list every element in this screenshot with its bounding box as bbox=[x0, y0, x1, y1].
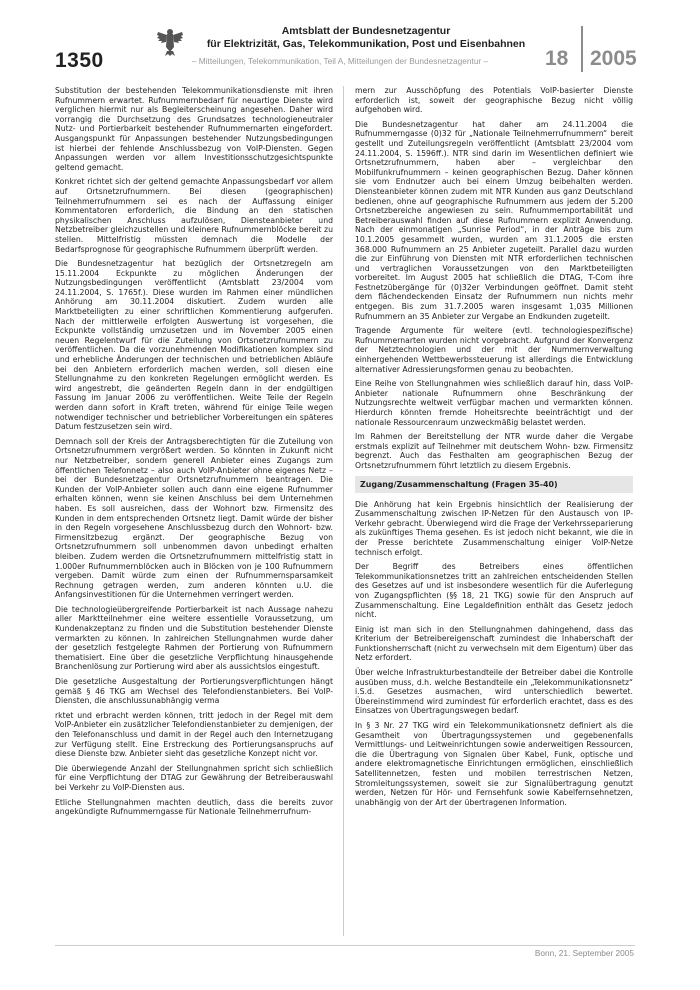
paragraph: Die Anhörung hat kein Ergebnis hinsichtlich der Realisierung der Zusammenschaltung zwischen IP-Netzen für den Austausch von IP-Verkehr gebracht. Überwiegend wird die Frage der Verkehrsseparierung als zukünftiges Thema gesehen. Es ist jedoch nicht bekannt, wie die in der Presse berichtete Zusammenschaltung einiger VoIP-Netze technisch erfolgt. bbox=[355, 499, 633, 557]
issue-divider bbox=[581, 26, 583, 72]
paragraph: Demnach soll der Kreis der Antragsberechtigten für die Zuteilung von Ortsnetzrufnummern vergrößert werden. So könnten in Zukunft nicht nur Netzbetreiber, sondern generell Anbieter eines Zugangs zum öffentlichen Telefonnetz – also auch VoIP-Anbieter ohne eigenes Netz – bei der Bundesnetzagentur Ortsnetzrufnummern beantragen. Die Kunden der VoIP-Anbieter sollen auch dann eine eigene Rufnummer erhalten können, wenn sie keinen Anschluss bei dem Unternehmen haben. Es soll ausreichen, dass der Wohnort bzw. Firmensitz des Kunden in dem entsprechenden Ortsnetz liegt. Damit würde der bisher in den Regeln vorgesehene Anschlussbezug durch den Wohnort- bzw. Firmensitzbezug ergänzt. Der geographische Bezug von Ortsnetzrufnummern soll unbenommen davon unbedingt erhalten bleiben. Zudem werden die Ortsnetzrufnummern mittelfristig statt in 1.000er Rufnummernblöcken auch in Blöcken von je 100 Rufnummern vergeben. Damit würde zum einen der Rufnummernsparsamkeit Rechnung getragen werden, zum anderen könnten u.U. die Anfangsinvestitionen für die Unternehmen verringert werden. bbox=[55, 436, 333, 600]
left-column bbox=[55, 86, 333, 822]
paragraph: Substitution der bestehenden Telekommunikationsdienste mit ihren Rufnummern erwartet. Rufnummernbedarf für neuartige Dienste wird verglichen hiermit nur als Begleiterscheinung angesehen. Daher wird vorrangig die Durchsetzung des Grundsatzes technologieneutraler Nutz- und Portierbarkeit bestehender Rufnummernarten eingefordert. Ausgangspunkt für Anpassungen bestehender Nutzungsbedingungen ist hierbei der fehlende Anschlussbezug von VoIP-Diensten. Gegen Anpassungen werden vor allem Investitionsschutzgesichtspunkte geltend gemacht. bbox=[55, 86, 333, 172]
paragraph: Etliche Stellungnahmen machten deutlich, dass die bereits zuvor angekündigte Rufnummerngasse für Nationale Teilnehmerrufnum- bbox=[55, 797, 333, 817]
gazette-section-line: – Mitteilungen, Telekommunikation, Teil A, Mitteilungen der Bundesnetzagentur – bbox=[191, 56, 489, 66]
paragraph: Der Begriff des Betreibers eines öffentlichen Telekommunikationsnetzes tritt an zahlreichen entscheidenden Stellen des Gesetzes auf und ist insbesondere wesentlich für die Auferlegung von Zugangspflichten (§§ 18, 21 TKG) sowie für den Anspruch auf Zusammenschaltung. Eine Legaldefinition enthält das Gesetz jedoch nicht. bbox=[355, 562, 633, 620]
paragraph: Konkret richtet sich der geltend gemachte Anpassungsbedarf vor allem auf Ortsnetzrufnummern. Bei diesen (geographischen) Teilnehmerrufnummern sei es nach der Auffassung einiger Kommentatoren erforderlich, die Bindung an den statischen physikalischen Anschluss aufzulösen, Diensteanbieter und Netzbetreiber gleichzustellen und kleinere Rufnummernblöcke bereit zu stellen. Mittelfristig müssten demnach die Modelle der Bedarfsprognose für geographische Rufnummern überprüft werden. bbox=[55, 177, 333, 254]
page-number: 1350 bbox=[55, 49, 104, 72]
paragraph: Im Rahmen der Bereitstellung der NTR wurde daher die Vergabe erstmals explizit auf Teilnehmer mit deutschem Wohn- bzw. Firmensitz begrenzt. Auch das Festhalten am geographischen Bezug der Ortsnetzrufnummern führt letztlich zu diesem Ergebnis. bbox=[355, 432, 633, 470]
paragraph: Die technologieübergreifende Portierbarkeit ist nach Aussage nahezu aller Marktteilnehmer eine weitere essentielle Voraussetzung, um Kundenakzeptanz zu finden und die Substitution bestehender Dienste vermarkten zu können. In zahlreichen Stellungnahmen wurde daher der gesetzlich festgelegte Rahmen der Portierung von Rufnummern thematisiert. Eine über die gesetzliche Verpflichtung hinausgehende Branchenlösung zur Portierung wird aber als aussichtslos eingestuft. bbox=[55, 604, 333, 672]
paragraph: In § 3 Nr. 27 TKG wird ein Telekommunikationsnetz definiert als die Gesamtheit von Übertragungssystemen und gegebenenfalls Vermittlungs- und Leitweinrichtungen sowie anderweitigen Ressourcen, die die Übertragung von Signalen über Kabel, Funk, optische und andere elektromagnetische Einrichtungen ermöglichen, einschließlich Satellitennetzen, festen und mobilen terrestrischen Netzen, Stromleitungssystemen, soweit sie zur Signalübertragung genutzt werden, Netzen für Hör- und Fernsehfunk sowie Kabelfernsehnetzen, unabhängig von der Art der übertragenen Information. bbox=[355, 721, 633, 807]
paragraph: mern zur Ausschöpfung des Potentials VoIP-basierter Dienste erforderlich ist, soweit der geographische Bezug nicht völlig aufgehoben wird. bbox=[355, 86, 633, 115]
paragraph: Tragende Argumente für weitere (evtl. technologiespezifische) Rufnummernarten wurden nicht vorgebracht. Aufgrund der Konvergenz der Netztechnologien und der mit der Nummernverwaltung einhergehenden Wettbewerbssteuerung ist allerdings die Entwicklung alternativer Adressierungsformen genau zu beobachten. bbox=[355, 326, 633, 374]
paragraph: Die Bundesnetzagentur hat daher am 24.11.2004 die Rufnummerngasse (0)32 für „Nationale Teilnehmerrufnummern“ bereit gestellt und Zuteilungsregeln veröffentlicht (Amtsblatt 23/2004 vom 24.11.2004, S. 1596ff.). NTR sind darin im Wesentlichen definiert wie Ortsnetzrufnummern, haben aber – vergleichbar den Mobilfunkrufnummern – keinen geographischen Bezug. Daher können sie vom Endnutzer auch bei einem Umzug beibehalten werden. Diensteanbieter können zudem mit NTR Kunden aus ganz Deutschland bedienen, ohne auf geographische Rufnummern aus jedem der 5.200 Ortsnetzbereiche angewiesen zu sein. Rufnummernportabilität und Betreiberauswahl finden auf diese Rufnummern explizit Anwendung. Nach der einmonatigen „Sunrise Period“, in der Anträge bis zum 10.1.2005 gesammelt wurden, wurden am 31.1.2005 die ersten 368.000 Rufnummern an 25 Anbieter zugeteilt. Parallel dazu wurden die zur Einführung von Diensten mit NTR erforderlichen technischen und vertraglichen Voraussetzungen von den Marktbeteiligten vorbereitet. Im August 2005 hat schließlich die DTAG, T-Com ihre Festnetzübergänge für (0)32er Verbindungen geöffnet. Damit steht dem flächendeckenden Einsatz der Rufnummern nun nichts mehr entgegen. Bis zum 31.7.2005 waren insgesamt 1,035 Millionen Rufnummern an 35 Anbieter zur Vergabe an Endkunden zugeteilt. bbox=[355, 119, 633, 321]
gazette-subtitle-authority: für Elektrizität, Gas, Telekommunikation, Post und Eisenbahnen bbox=[206, 38, 526, 50]
paragraph: rktet und erbracht werden können, tritt jedoch in der Regel mit dem VoIP-Anbieter ein zusätzlicher Telefondienstanbieter zu demjenigen, der den Telefonanschluss und damit in der Regel auch den Internetzugang zur Verfügung stellt. Eine Erstreckung des Portierungsanspruchs auf diese Dienste bzw. Anbieter sieht das gesetzliche Konzept nicht vor. bbox=[55, 710, 333, 759]
paragraph: Eine Reihe von Stellungnahmen wies schließlich darauf hin, dass VoIP-Anbieter nationale Rufnummern ohne Beschränkung der Nutzungsrechte weltweit verfügbar machen und vermarkten können. Hierdurch könnten fremde Hoheitsrechte beeinträchtigt und der nationale Ressourcenraum unzweckmäßig belastet werden. bbox=[355, 379, 633, 427]
gazette-title: Amtsblatt der Bundesnetzagentur bbox=[281, 25, 451, 37]
paragraph: Die überwiegende Anzahl der Stellungnahmen spricht sich schließlich für eine Verpflichtung der DTAG zur Gewährung der Betreiberauswahl bei Verkehr zu VoIP-Diensten aus. bbox=[55, 763, 333, 792]
paragraph: Die Bundesnetzagentur hat bezüglich der Ortsnetzregeln am 15.11.2004 Eckpunkte zu möglichen Änderungen der Nutzungsbedingungen veröffentlicht (Amtsblatt 23/2004 vom 24.11.2004, S. 1765f.). Diese wurden im Rahmen einer mündlichen Anhörung am 30.11.2004 diskutiert. Zudem wurden alle Marktbeteiligten zu einer schriftlichen Kommentierung aufgerufen. Nach der mittlerweile erfolgten Auswertung ist vorgesehen, die Eckpunkte vollständig umzusetzen und im November 2005 einen neuen Regelentwurf für die Zuteilung von Ortsnetzrufnummern zu veröffentlichen. Da die vorzunehmenden Modifikationen komplex sind und erhebliche Änderungen der technischen und betrieblichen Abläufe bei den Anbietern erforderlich machen werden, soll diesen eine Stellungnahme zu den konkreten Regelungen ermöglicht werden. Es wird angestrebt, die geänderten Regeln dann in der endgültigen Fassung im Januar 2006 zu veröffentlichen. Weite Teile der Regeln werden dann sofort in Kraft treten, während für einige Teile wegen notwendiger technischer und betrieblicher Vorbereitungen ein späteres Datum festzusetzen sein wird. bbox=[55, 259, 333, 432]
column-divider bbox=[343, 86, 344, 936]
paragraph: Über welche Infrastrukturbestandteile der Betreiber dabei die Kontrolle ausüben muss, d.h. welche Bestandteile ein „Telekommunikationsnetz“ i.S.d. Gesetzes ausmachen, wird unterschiedlich bewertet. Übereinstimmend wird zumindest für erforderlich erachtet, dass es des Einsatzes von Übertragungswegen bedarf. bbox=[355, 668, 633, 716]
section-heading-box bbox=[355, 476, 633, 493]
footer-rule bbox=[55, 945, 635, 946]
paragraph: Einig ist man sich in den Stellungnahmen dahingehend, dass das Kriterium der Betreibereigenschaft zumindest die Inhaberschaft der Funktionsherrschaft (nicht zu verwechseln mit dem Eigentum) über das Netz erfordert. bbox=[355, 624, 633, 663]
section-heading: Zugang/Zusammenschaltung (Fragen 35-40) bbox=[360, 479, 558, 489]
page-header bbox=[0, 0, 700, 80]
issue-number: 18 bbox=[545, 47, 569, 70]
federal-eagle-icon bbox=[156, 27, 184, 57]
issue-year: 2005 bbox=[590, 47, 637, 70]
paragraph: Die gesetzliche Ausgestaltung der Portierungsverpflichtungen hängt gemäß § 46 TKG am Wechsel des Telefondienstanbieters. Bei VoIP-Diensten, die anschlussunabhängig verma bbox=[55, 677, 333, 706]
footer-date: Bonn, 21. September 2005 bbox=[534, 948, 634, 958]
right-column bbox=[355, 86, 633, 812]
